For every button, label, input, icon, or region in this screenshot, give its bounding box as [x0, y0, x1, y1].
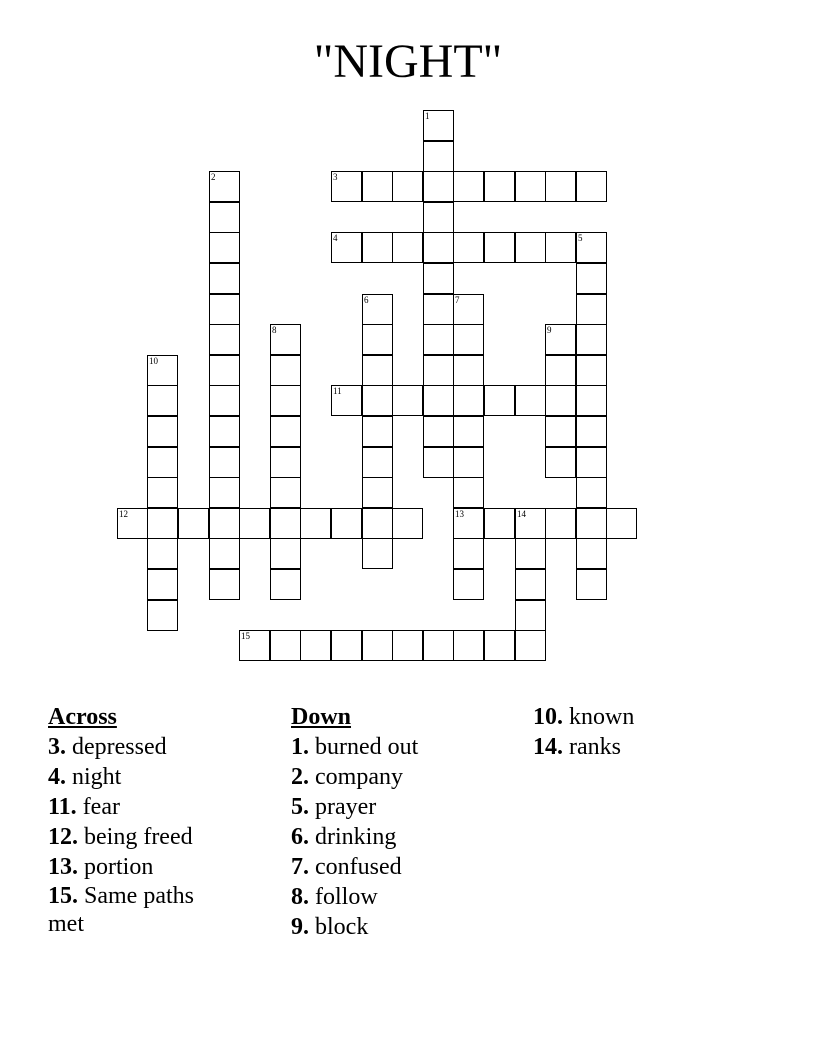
grid-cell[interactable]	[576, 324, 607, 355]
grid-cell[interactable]	[270, 447, 301, 478]
clue-number-label: 10	[149, 356, 158, 366]
clue-number-label: 11	[333, 386, 342, 396]
grid-cell[interactable]	[147, 416, 178, 447]
grid-cell[interactable]	[423, 447, 454, 478]
clue-number-label: 7	[455, 295, 460, 305]
grid-cell-5[interactable]	[576, 232, 607, 263]
grid-cell[interactable]	[515, 171, 546, 202]
grid-cell[interactable]	[300, 508, 331, 539]
grid-cell[interactable]	[545, 232, 576, 263]
clue-across-3: 3. depressed	[48, 734, 167, 760]
clue-across-11: 11. fear	[48, 794, 120, 820]
grid-cell[interactable]	[423, 385, 454, 416]
clue-across-12: 12. being freed	[48, 824, 193, 850]
grid-cell[interactable]	[209, 508, 240, 539]
grid-cell[interactable]	[300, 630, 331, 661]
grid-cell-14[interactable]	[515, 508, 546, 539]
grid-cell[interactable]	[209, 385, 240, 416]
grid-cell[interactable]	[362, 324, 393, 355]
clue-down-6: 6. drinking	[291, 824, 397, 850]
grid-cell[interactable]	[362, 232, 393, 263]
clue-number-label: 6	[364, 295, 369, 305]
grid-cell[interactable]	[423, 416, 454, 447]
grid-cell[interactable]	[392, 232, 423, 263]
grid-cell[interactable]	[270, 416, 301, 447]
grid-cell[interactable]	[576, 538, 607, 569]
grid-cell[interactable]	[270, 385, 301, 416]
across-clues	[48, 702, 233, 938]
grid-cell[interactable]	[453, 355, 484, 386]
grid-cell[interactable]	[423, 263, 454, 294]
grid-cell[interactable]	[576, 355, 607, 386]
grid-cell-2[interactable]	[209, 171, 240, 202]
puzzle-title: "NIGHT"	[313, 35, 503, 88]
down-heading: Down	[291, 704, 352, 730]
grid-cell[interactable]	[576, 294, 607, 325]
clue-across-15: 15. Same paths met	[48, 883, 194, 937]
grid-cell[interactable]	[576, 171, 607, 202]
grid-cell[interactable]	[545, 447, 576, 478]
clue-number-label: 12	[119, 509, 128, 519]
grid-cell[interactable]	[147, 508, 178, 539]
grid-cell-11[interactable]	[331, 385, 362, 416]
grid-cell[interactable]	[209, 324, 240, 355]
grid-cell[interactable]	[423, 324, 454, 355]
grid-cell[interactable]	[484, 385, 515, 416]
grid-cell[interactable]	[209, 355, 240, 386]
grid-cell[interactable]	[453, 538, 484, 569]
clue-number-label: 1	[425, 111, 430, 121]
grid-cell[interactable]	[362, 538, 393, 569]
grid-cell[interactable]	[209, 477, 240, 508]
clue-down-2: 2. company	[291, 764, 403, 790]
grid-cell-13[interactable]	[453, 508, 484, 539]
clue-down-10: 10. known	[533, 704, 635, 730]
grid-cell[interactable]	[209, 538, 240, 569]
grid-cell[interactable]	[453, 477, 484, 508]
grid-cell[interactable]	[576, 385, 607, 416]
clue-down-8: 8. follow	[291, 884, 378, 910]
grid-cell[interactable]	[147, 385, 178, 416]
grid-cell[interactable]	[147, 569, 178, 600]
grid-cell-7[interactable]	[453, 294, 484, 325]
grid-cell[interactable]	[270, 508, 301, 539]
grid-cell[interactable]	[423, 294, 454, 325]
grid-cell[interactable]	[515, 385, 546, 416]
grid-cell[interactable]	[515, 569, 546, 600]
clue-number-label: 4	[333, 233, 338, 243]
grid-cell[interactable]	[545, 385, 576, 416]
grid-cell[interactable]	[209, 263, 240, 294]
down-clues-col2	[533, 702, 718, 762]
grid-cell[interactable]	[362, 171, 393, 202]
clue-number-label: 14	[517, 509, 526, 519]
grid-cell[interactable]	[515, 600, 546, 631]
grid-cell[interactable]	[270, 569, 301, 600]
grid-cell[interactable]	[484, 508, 515, 539]
grid-cell[interactable]	[392, 630, 423, 661]
grid-cell[interactable]	[576, 263, 607, 294]
grid-cell-9[interactable]	[545, 324, 576, 355]
clue-down-9: 9. block	[291, 914, 369, 940]
clue-number-label: 3	[333, 172, 338, 182]
clue-down-14: 14. ranks	[533, 734, 621, 760]
grid-cell[interactable]	[545, 508, 576, 539]
clue-across-4: 4. night	[48, 764, 122, 790]
grid-cell[interactable]	[515, 232, 546, 263]
grid-cell[interactable]	[209, 294, 240, 325]
grid-cell[interactable]	[453, 324, 484, 355]
grid-cell[interactable]	[209, 232, 240, 263]
grid-cell[interactable]	[209, 202, 240, 233]
grid-cell[interactable]	[331, 508, 362, 539]
grid-cell-4[interactable]	[331, 232, 362, 263]
clue-number-label: 13	[455, 509, 464, 519]
grid-cell[interactable]	[423, 630, 454, 661]
grid-cell[interactable]	[423, 141, 454, 172]
across-heading: Across	[48, 704, 117, 730]
grid-cell-12[interactable]	[117, 508, 148, 539]
clue-down-1: 1. burned out	[291, 734, 419, 760]
clue-across-13: 13. portion	[48, 854, 154, 880]
grid-cell[interactable]	[147, 447, 178, 478]
grid-cell[interactable]	[423, 232, 454, 263]
grid-cell[interactable]	[453, 171, 484, 202]
grid-cell[interactable]	[362, 447, 393, 478]
grid-cell[interactable]	[545, 416, 576, 447]
grid-cell[interactable]	[453, 232, 484, 263]
grid-cell[interactable]	[484, 232, 515, 263]
grid-cell[interactable]	[484, 171, 515, 202]
grid-cell[interactable]	[453, 630, 484, 661]
clue-number-label: 2	[211, 172, 216, 182]
grid-cell[interactable]	[362, 630, 393, 661]
grid-cell-10[interactable]	[147, 355, 178, 386]
grid-cell[interactable]	[270, 538, 301, 569]
grid-cell[interactable]	[270, 630, 301, 661]
clue-number-label: 8	[272, 325, 277, 335]
grid-cell-15[interactable]	[239, 630, 270, 661]
grid-cell[interactable]	[545, 171, 576, 202]
grid-cell[interactable]	[606, 508, 637, 539]
grid-cell[interactable]	[453, 447, 484, 478]
grid-cell[interactable]	[453, 385, 484, 416]
grid-cell[interactable]	[331, 630, 362, 661]
clue-number-label: 15	[241, 631, 250, 641]
grid-cell[interactable]	[392, 508, 423, 539]
grid-cell[interactable]	[362, 477, 393, 508]
grid-cell[interactable]	[423, 355, 454, 386]
clue-down-7: 7. confused	[291, 854, 402, 880]
clue-down-5: 5. prayer	[291, 794, 377, 820]
clue-number-label: 9	[547, 325, 552, 335]
grid-cell[interactable]	[392, 385, 423, 416]
grid-cell[interactable]	[453, 416, 484, 447]
grid-cell[interactable]	[209, 416, 240, 447]
grid-cell[interactable]	[270, 477, 301, 508]
grid-cell[interactable]	[576, 477, 607, 508]
grid-cell[interactable]	[178, 508, 209, 539]
grid-cell[interactable]	[423, 202, 454, 233]
grid-cell[interactable]	[576, 569, 607, 600]
grid-cell[interactable]	[239, 508, 270, 539]
grid-cell-1[interactable]	[423, 110, 454, 141]
grid-cell[interactable]	[147, 600, 178, 631]
grid-cell[interactable]	[270, 355, 301, 386]
grid-cell[interactable]	[423, 171, 454, 202]
grid-cell[interactable]	[515, 538, 546, 569]
grid-cell[interactable]	[147, 477, 178, 508]
grid-cell[interactable]	[209, 447, 240, 478]
grid-cell[interactable]	[362, 416, 393, 447]
grid-cell[interactable]	[362, 355, 393, 386]
grid-cell[interactable]	[515, 630, 546, 661]
grid-cell[interactable]	[209, 569, 240, 600]
grid-cell[interactable]	[545, 355, 576, 386]
grid-cell[interactable]	[576, 416, 607, 447]
clue-number-label: 5	[578, 233, 583, 243]
grid-cell-8[interactable]	[270, 324, 301, 355]
grid-cell[interactable]	[362, 385, 393, 416]
down-clues-col1	[291, 702, 476, 942]
grid-cell[interactable]	[147, 538, 178, 569]
grid-cell[interactable]	[362, 508, 393, 539]
grid-cell[interactable]	[576, 508, 607, 539]
grid-cell-6[interactable]	[362, 294, 393, 325]
grid-cell-3[interactable]	[331, 171, 362, 202]
grid-cell[interactable]	[453, 569, 484, 600]
grid-cell[interactable]	[392, 171, 423, 202]
grid-cell[interactable]	[576, 447, 607, 478]
grid-cell[interactable]	[484, 630, 515, 661]
